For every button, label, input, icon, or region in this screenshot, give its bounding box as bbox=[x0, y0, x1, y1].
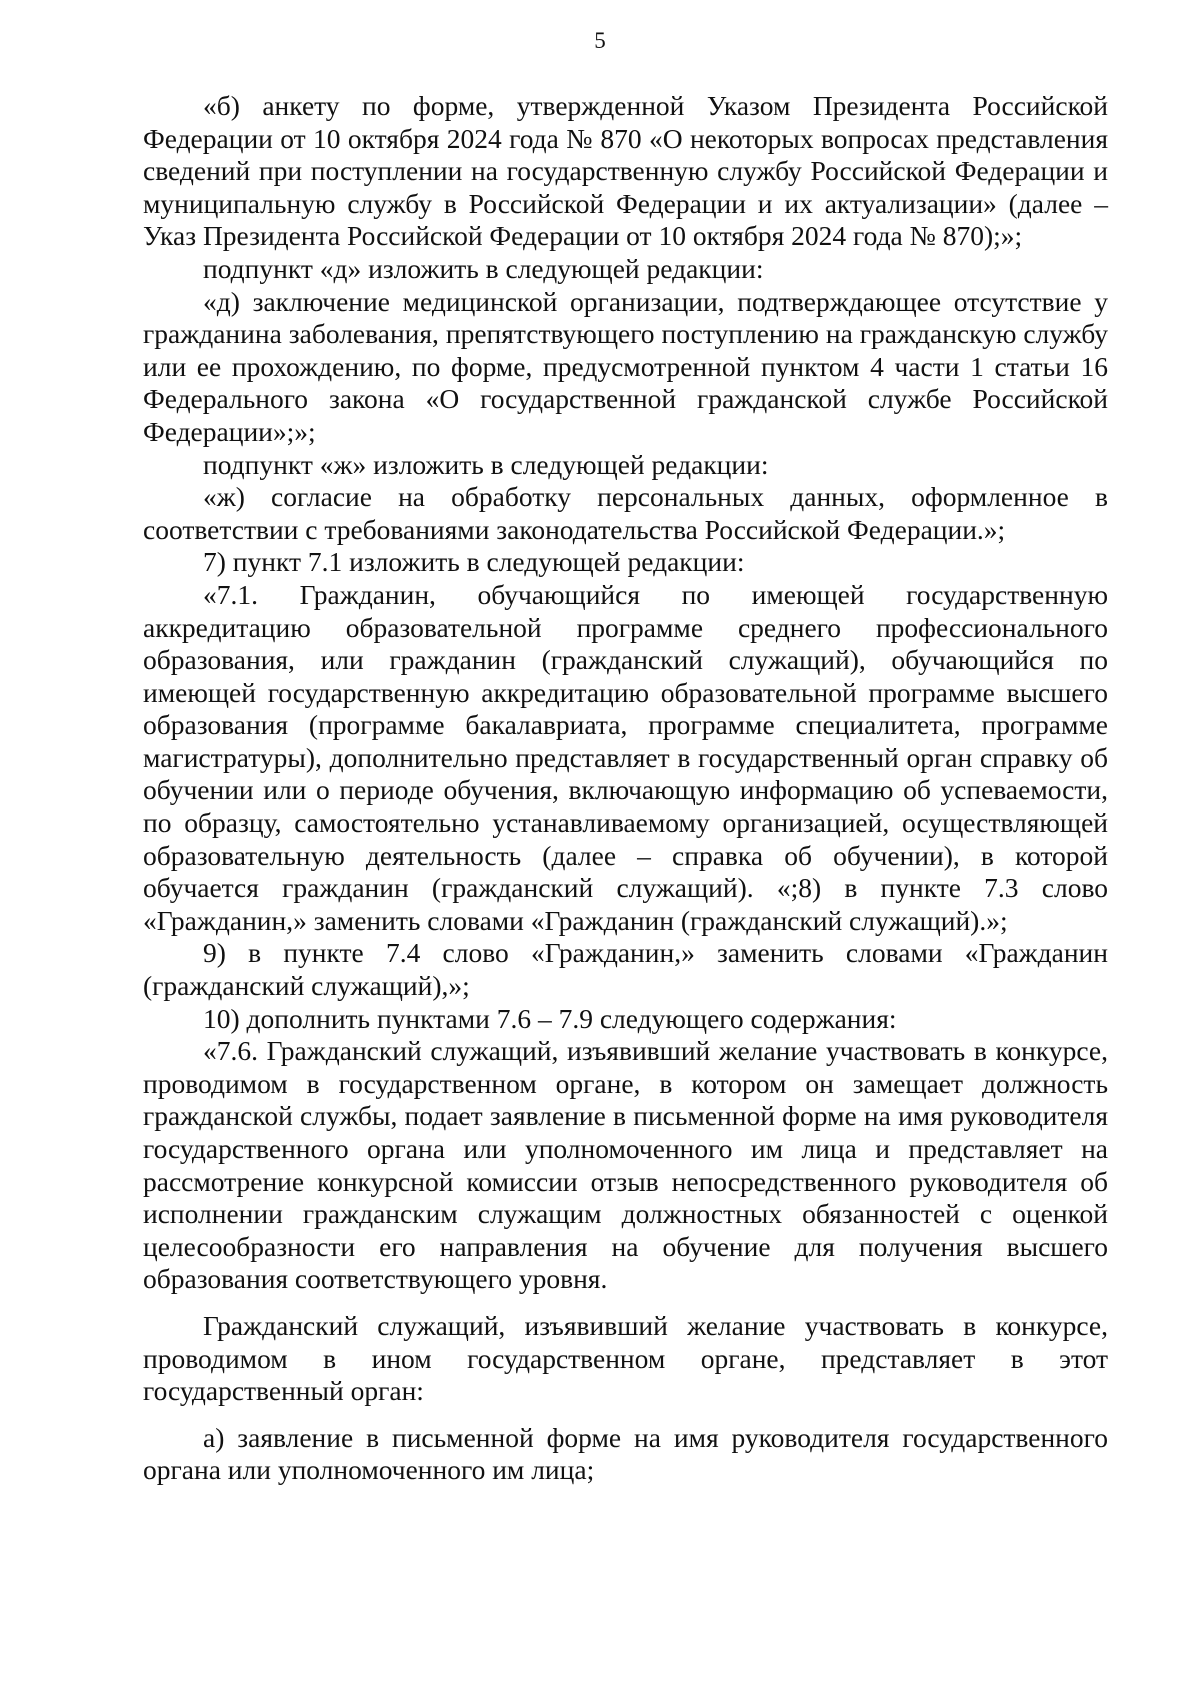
paragraph-point-7-1: «7.1. Гражданин, обучающийся по имеющей государственную аккредитацию образовательной программе среднего профессионального образования, или гражданин (гражданский служащий), обучающийся по имеющей государственную аккредитацию образовательной программе высшего образования (программе бакалавриата, программе специалитета, программе магистратуры), дополнительно представляет в государственный орган справку об обучении или о периоде обучения, включающую информацию об успеваемости, по образцу, самостоятельно устанавливаемому организацией, осуществляющей образовательную деятельность (далее – справка об обучении), в которой обучается гражданин (гражданский служащий). «;8) в пункте 7.3 слово «Гражданин,» заменить словами «Гражданин (гражданский служащий).»; bbox=[143, 578, 1108, 936]
paragraph-item-zh-consent: «ж) согласие на обработку персональных данных, оформленное в соответствии с требованиями законодательства Российской Федерации.»; bbox=[143, 481, 1108, 545]
paragraph-point-7: 7) пункт 7.1 изложить в следующей редакции: bbox=[203, 546, 745, 578]
paragraph-point-10: 10) дополнить пунктами 7.6 – 7.9 следующего содержания: bbox=[203, 1002, 897, 1034]
paragraph-item-d-medical-conclusion: «д) заключение медицинской организации, подтверждающее отсутствие у гражданина заболевания, препятствующего поступлению на гражданскую службу или ее прохождению, по форме, предусмотренной пунктом 4 части 1 статьи 16 Федерального закона «О государственной гражданской службе Российской Федерации»;»; bbox=[143, 285, 1108, 447]
paragraph-subitem-zh-intro: подпункт «ж» изложить в следующей редакции: bbox=[203, 448, 769, 480]
page-number: 5 bbox=[594, 28, 606, 53]
paragraph-subitem-d-intro: подпункт «д» изложить в следующей редакции: bbox=[203, 252, 764, 284]
paragraph-item-a-application: а) заявление в письменной форме на имя руководителя государственного органа или уполномоченного им лица; bbox=[143, 1421, 1108, 1486]
paragraph-item-b-questionnaire: «б) анкету по форме, утвержденной Указом Президента Российской Федерации от 10 октября 2024 года № 870 «О некоторых вопросах представления сведений при поступлении на государственную службу Российской Федерации и муниципальную службу в Российской Федерации и их актуализации» (далее – Указ Президента Российской Федерации от 10 октября 2024 года № 870);»; bbox=[143, 90, 1108, 252]
paragraph-other-agency: Гражданский служащий, изъявивший желание участвовать в конкурсе, проводимом в ином государственном органе, представляет в этот государственный орган: bbox=[143, 1309, 1108, 1407]
document-body bbox=[143, 90, 1108, 1487]
paragraph-point-7-6: «7.6. Гражданский служащий, изъявивший желание участвовать в конкурсе, проводимом в государственном органе, в котором он замещает должность гражданской службы, подает заявление в письменной форме на имя руководителя государственного органа или уполномоченного им лица и представляет на рассмотрение конкурсной комиссии отзыв непосредственного руководителя об исполнении гражданским служащим должностных обязанностей с оценкой целесообразности его направления на обучение для получения высшего образования соответствующего уровня. bbox=[143, 1035, 1108, 1295]
paragraph-point-9: 9) в пункте 7.4 слово «Гражданин,» заменить словами «Гражданин (гражданский служащий),»; bbox=[143, 937, 1108, 1002]
